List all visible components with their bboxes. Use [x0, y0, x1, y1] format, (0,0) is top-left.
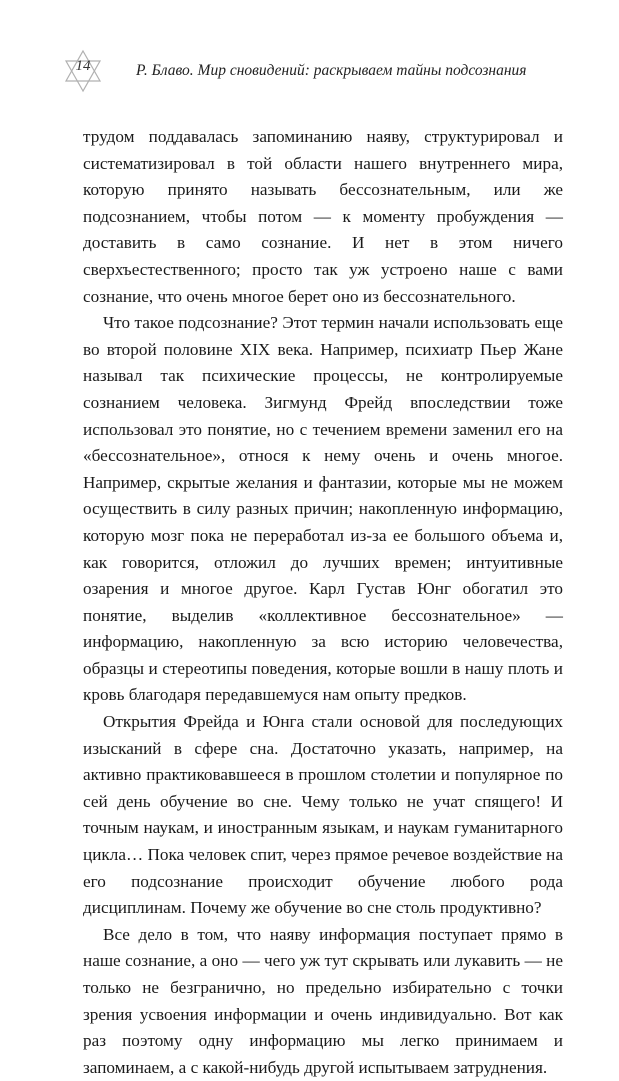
paragraph: Все дело в том, что наяву информация поступает прямо в наше сознание, а оно — чего уж тут скрывать или лукавить — не только не безгранично, но предельно избирательно с точки зрения усвоения информации и очень индивидуально. Вот как раз поэтому одну информацию мы легко принимаем и запоминаем, а с какой-нибудь другой испытываем затруднения. — [83, 924, 563, 1077]
paragraph: Что такое подсознание? Этот термин начали использовать еще во второй половине XIX века. Например, психиатр Пьер Жане называл так психические процессы, не контролируемые сознанием человека. Зигмунд Фрейд впоследствии тоже использовал это понятие, но с течением времени заменил его на «бессознательное», относя к нему очень и очень многое. Например, скрытые желания и фантазии, которые мы не можем осуществить в силу разных причин; накопленную информацию, которую мозг пока не переработал из-за ее большого объема и, как говорится, отложил до лучших времен; интуитивные озарения и многое другое. Карл Густав Юнг обогатил это понятие, выделив «коллективное бессознательное» — информацию, накопленную за всю историю человечества, образцы и стереотипы поведения, которые вошли в нашу плоть и кровь благодаря передавшемуся нам опыту предков. — [83, 313, 563, 705]
page-number: 14 — [75, 58, 91, 74]
body-text — [83, 124, 563, 1081]
page-header — [0, 0, 619, 120]
paragraph: трудом поддавалась запоминанию наяву, структурировал и систематизировал в той области нашего внутреннего мира, которую принято называть бессознательным, или же подсознанием, чтобы потом — к моменту пробуждения — доставить в само сознание. И нет в этом ничего сверхъестественного; просто так уж устроено наше с вами сознание, что очень многое берет оно из бессознательного. — [83, 127, 563, 306]
paragraph: Открытия Фрейда и Юнга стали основой для последующих изысканий в сфере сна. Достаточно указать, например, на активно практиковавшееся в прошлом столетии и популярное по сей день обучение во сне. Чему только не учат спящего! И точным наукам, и иностранным языкам, и наукам гуманитарного цикла… Пока человек спит, через прямое речевое воздействие на его подсознание происходит обучение любого рода дисциплинам. Почему же обучение во сне столь продуктивно? — [83, 712, 563, 918]
running-title: Р. Блаво. Мир сновидений: раскрываем тайны подсознания — [136, 62, 527, 79]
